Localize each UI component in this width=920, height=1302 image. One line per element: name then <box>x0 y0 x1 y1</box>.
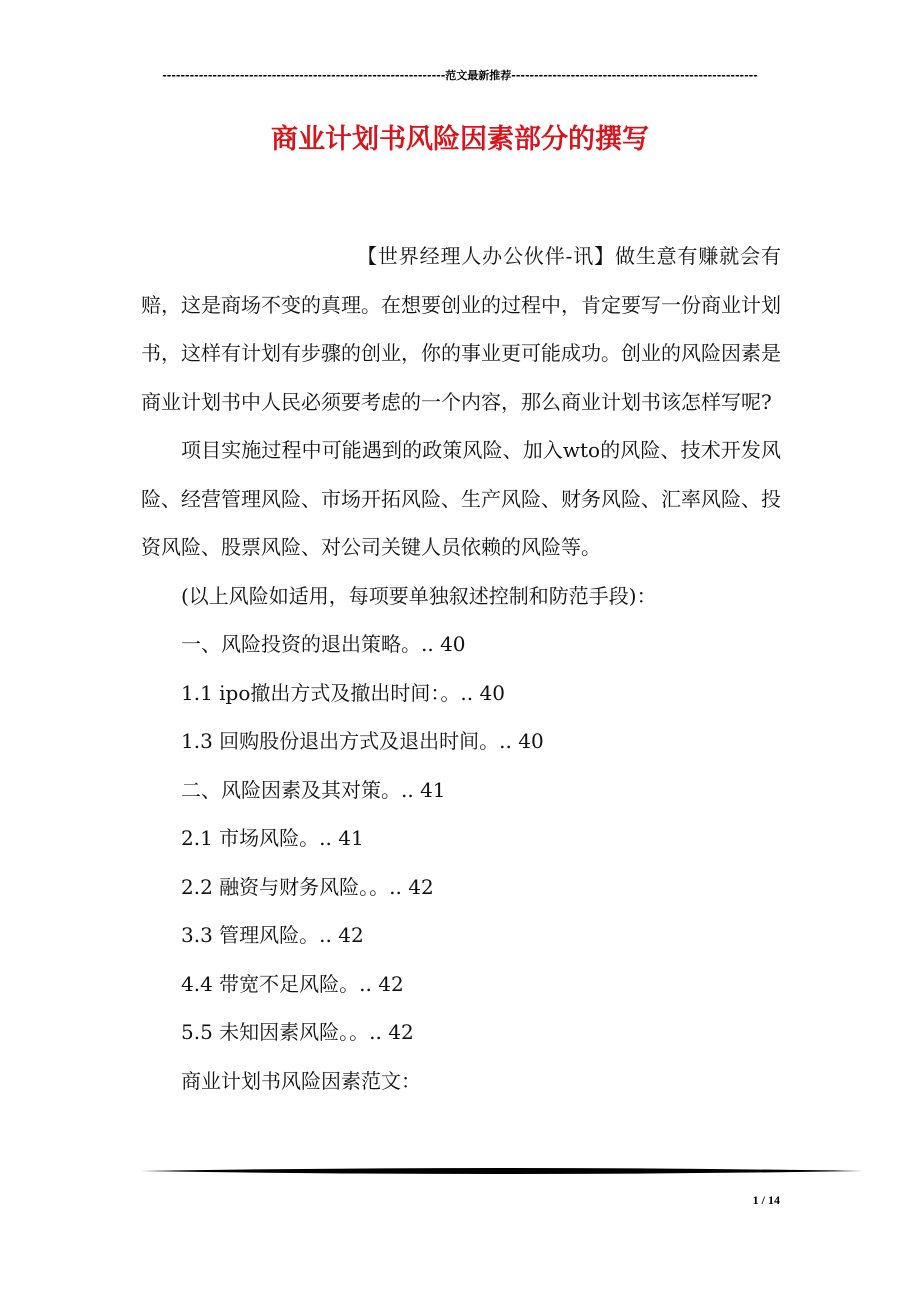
page-number: 1 / 14 <box>752 1193 780 1207</box>
footer-divider <box>141 1167 863 1175</box>
toc-list <box>141 620 781 1057</box>
toc-item: 4.4 带宽不足风险。.. 42 <box>181 971 404 996</box>
header-banner: --------------------------------------------------------------范文最新推荐------------------------------------------------------ <box>162 69 758 82</box>
toc-item: 2.2 融资与财务风险。。.. 42 <box>181 874 434 899</box>
toc-item: 3.3 管理风险。.. 42 <box>181 923 364 947</box>
toc-item: 2.1 市场风险。.. 41 <box>181 826 364 850</box>
note-paragraph: (以上风险如适用，每项要单独叙述控制和防范手段)： <box>181 583 657 608</box>
toc-item: 5.5 未知因素风险。。.. 42 <box>181 1020 414 1044</box>
intro-paragraph: 【世界经理人办公伙伴-讯】做生意有赚就会有赔，这是商场不变的真理。在想要创业的过程中，肯定要写一份商业计划书，这样有计划有步骤的创业，你的事业更可能成功。创业的风险因素是商业计划书中人民必须要考虑的一个内容，那么商业计划书该怎样写呢? <box>141 244 781 414</box>
risks-paragraph: 项目实施过程中可能遇到的政策风险、加入wto的风险、技术开发风险、经营管理风险、市场开拓风险、生产风险、财务风险、汇率风险、投资风险、股票风险、对公司关键人员依赖的风险等。 <box>141 438 781 559</box>
toc-item: 一、风险投资的退出策略。.. 40 <box>181 632 466 656</box>
document-title: 商业计划书风险因素部分的撰写 <box>271 124 649 155</box>
closing-paragraph: 商业计划书风险因素范文： <box>181 1068 421 1093</box>
toc-item: 1.3 回购股份退出方式及退出时间。.. 40 <box>181 729 544 753</box>
toc-item: 1.1 ipo撤出方式及撤出时间：。.. 40 <box>181 680 505 705</box>
toc-item: 二、风险因素及其对策。.. 41 <box>181 777 446 802</box>
document-body <box>141 232 781 1105</box>
